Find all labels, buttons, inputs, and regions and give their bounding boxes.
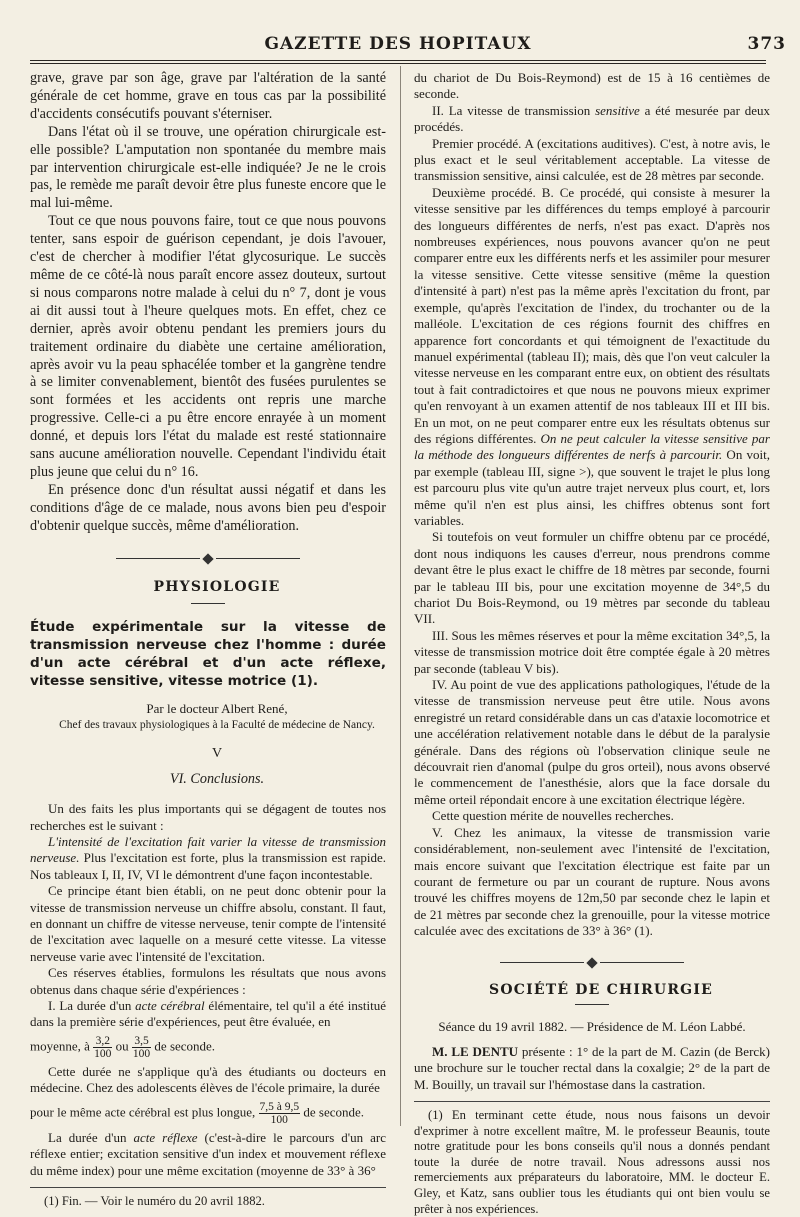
text: pour le même acte cérébral est plus longue, [30,1104,256,1120]
paragraph: du chariot de Du Bois-Reymond) est de 15 à 16 centièmes de seconde. [414,70,770,102]
text: de seconde. [154,1038,216,1054]
paragraph: III. Sous les mêmes réserves et pour la même excitation 34°,5, la vitesse de transmission motrice doit être comptée égale à 20 mètres par seconde (tableau V bis). [414,627,770,676]
divider [191,603,225,604]
numerator: 7,5 à 9,5 [259,1100,300,1113]
text: Deuxième procédé. B. Ce procédé, qui consiste à mesurer la vitesse sensitive par les différences du temps employé à parcourir des longueurs différentes de nerfs, n'est pas exact. D'après nos nombreuses expériences, nous pouvons avancer qu'on ne peut comparer entre eux les différents nerfs et les assimiler pour mesurer la vitesse sensitive. Cette vitesse sensitive (même la question d'intensité à part) n'est pas la même après l'excitation du front, par exemple, qu'après l'excitation de l'index, du trochanter ou de la malléole. L'excitation de ces régions fournit des chiffres en apparence fort concordants et qui témoignent de l'exactitude du manuel expérimental (tableau II); mais, dès que l'on veut calculer la vitesse nerveuse en les comparant entre eux, on obtient des résultats tout à fait contradictoires et que nous ne pouvons mieux exprimer qu'en renvoyant à un examen attentif de nos tableaux III et III bis. En un mot, on ne peut comparer entre eux les résultats obtenus sur des régions différentes. [414,184,770,446]
denominator: 100 [94,1047,112,1060]
fraction [132,1035,151,1060]
speaker-name: M. LE DENTU [432,1043,519,1059]
equation-line [30,1035,386,1060]
footnote-rule [30,1187,386,1188]
article-title: Étude expérimentale sur la vitesse de transmission nerveuse chez l'homme : durée d'un acte cérébral et d'un acte réflexe, vitesse sensitive, vitesse motrice (1). [30,619,386,690]
subsection-title: VI. Conclusions. [169,771,265,788]
text: moyenne, à [30,1038,90,1054]
paragraph: Cette question mérite de nouvelles recherches. [432,808,674,824]
emphasis: On ne peut calculer la vitesse sensitive par la méthode des longueurs différentes de nerfs à parcourir. [414,430,770,463]
header-rule-bottom [30,63,766,64]
denominator: 100 [270,1113,288,1126]
text: (c'est-à-dire le parcours d'un arc réflexe entier; excitation sensitive d'un index et mouvement réflexe du même index) pour une même excitation (moyenne de 33° à 36° [30,1129,386,1178]
text: présente : 1° de la part de M. Cazin (de Berck) une brochure sur le toucher rectal dans la coxalgie; 2° de la part de M. Bouilly, un travail sur l'hémostase dans la castration. [414,1043,770,1092]
paragraph: En présence donc d'un résultat aussi négatif et dans les conditions d'âge de ce malade, nous avons bien peu d'espoir d'obtenir quelque succès, même d'amélioration. [30,481,386,534]
footnote: (1) En terminant cette étude, nous nous faisons un devoir d'exprimer à notre excellent maître, M. le professeur Beaunis, toute notre gratitude pour les bons conseils qu'il nous a donnés pendant toute la durée de notre travail. Nous adressons aussi nos remerciements aux préparateurs du laboratoire, MM. le docteur E. Gley, et Katz, sans oublier tous les étudiants qui ont bien voulu se prêter à nos expériences. [414,1107,770,1216]
emphasis: acte réflexe [133,1129,198,1145]
text: II. La vitesse de transmission [432,102,596,118]
session-line: Séance du 19 avril 1882. — Présidence de M. Léon Labbé. [438,1019,746,1035]
journal-title: GAZETTE DES HOPITAUX [264,34,532,54]
paragraph: V. Chez les animaux, la vitesse de transmission varie considérablement, non-seulement avec l'intensité de l'excitation, mais encore suivant que l'excitation électrique est faite par un courant de fermeture ou par un courant de rupture. Nous avons trouvé les chiffres moyens de 12m,50 par seconde chez le lapin et de 21 mètres par seconde chez la grenouille, pour la vitesse motrice calculée avec des excitations de 33° à 36° (1). [414,824,770,939]
text: de seconde. [303,1104,364,1120]
left-column [30,70,386,1210]
denominator: 100 [132,1047,151,1060]
paragraph: Ce principe étant bien établi, on ne peut donc obtenir pour la vitesse de transmission nerveuse un chiffre absolu, constant. Il faut, en donnant un chiffre de vitesse nerveuse, tenir compte de l'intensité de l'excitation avec laquelle on a mesuré cette vitesse. La vitesse nerveuse varie avec l'intensité de l'excitation. [30,883,386,964]
paragraph: Ces réserves établies, formulons les résultats que nous avons obtenus dans chaque série d'expériences : [30,965,386,997]
paragraph: Premier procédé. A (excitations auditives). C'est, à notre avis, le plus exact et le seul véritablement acceptable. La vitesse de transmission sensitive, ainsi calculée, est de 28 mètres par seconde. [414,135,770,184]
paragraph: Dans l'état où il se trouve, une opération chirurgicale est-elle possible? L'amputation non spontanée du membre mais par intervention chirurgicale est-elle indiquée? Je ne le crois pas, le remède me paraît devoir être plus funeste encore que le mal lui-même. [30,123,386,212]
right-column [414,70,770,1217]
paragraph: Cette durée ne s'applique qu'à des étudiants ou docteurs en médecine. Chez des adolescents élèves de l'école primaire, la durée [30,1063,386,1096]
text: I. La durée d'un [48,998,136,1014]
page-header [10,34,786,56]
paragraph: grave, grave par son âge, grave par l'altération de la santé générale de cet homme, grave en tous cas par la possibilité d'accidents consécutifs pouvant s'éterniser. [30,70,386,122]
divider [575,1004,609,1005]
paragraph: Si toutefois on veut formuler un chiffre obtenu par ce procédé, dont nous indiquons les causes d'erreur, nous prendrons comme devant être le plus exact le chiffre de 18 mètres par seconde, fourni par le tableau III bis, pour une excitation moyenne de 34°,5 du chariot Du Bois-Reymond, ou 19 mètres par seconde du tableau VII. [414,529,770,627]
page-number: 373 [747,34,786,54]
footnote: (1) Fin. — Voir le numéro du 20 avril 1882. [44,1193,265,1208]
author-affiliation: Chef des travaux physiologiques à la Faculté de médecine de Nancy. [59,719,375,732]
text: On voit, par exemple (tableau III, signe >), que souvent le trajet le plus long est parcouru plus vite qu'un autre trajet nerveux plus court, et, lors même qu'il n'en est plus ainsi, les chiffres obtenus sont fort variables. [414,447,770,528]
text: a été mesurée par deux procédés. [414,102,770,135]
numerator: 3,2 [93,1035,112,1048]
text: Plus l'excitation est forte, plus la transmission est rapide. Nos tableaux I, II, IV, VI le démontrent d'une façon incontestable. [30,850,386,882]
paragraph: Un des faits les plus importants qui se dégagent de toutes nos recherches est le suivant : [30,801,386,833]
paragraph [414,103,770,136]
section-ornament [30,550,386,568]
fraction [93,1035,112,1060]
footnote-rule [414,1101,770,1102]
text: La durée d'un [48,1129,134,1145]
section-ornament [414,954,770,970]
part-number: V [211,746,223,762]
equation-line [30,1101,386,1126]
numerator: 3,5 [132,1035,151,1048]
emphasis: L'intensité de l'excitation fait varier la vitesse de transmission nerveuse. [30,834,386,866]
text: élémentaire, tel qu'il a été institué dans la première série d'expériences, peut être évaluée, en [30,998,386,1030]
paragraph [414,1044,770,1093]
paragraph: IV. Au point de vue des applications pathologiques, l'étude de la vitesse de transmission nerveuse peut être utile. Nous avons enregistré un retard considérable dans un cas d'ataxie locomotrice et une accélération relativement notable dans le début de la paralysie générale. Dans des régions où l'observation clinique seule ne découvrait rien d'anomal (pulpe du gros orteil), nous avons observé le commencement de l'anesthésie, alors que la face dorsale du même orteil répondait encore à une excitation électrique légère. [414,677,770,807]
header-rule-top [30,60,766,61]
article-author: Par le docteur Albert René, [146,701,288,717]
paragraph [30,834,386,883]
column-separator [400,66,401,1126]
emphasis: sensitive [595,102,640,118]
paragraph [414,185,770,530]
paragraph: Tout ce que nous pouvons faire, tout ce que nous pouvons tenter, sans espoir de guérison cependant, je dois l'avouer, c'est de chercher à modifier l'état glycosurique. Le succès même de ce côté-là nous paraît encore assez douteux, surtout si nous comparons notre malade à celui du n° 7, dont je vous ai dit aussi tout à l'heure quelques mots. En effet, chez ce dernier, après avoir obtenu pendant les premiers jours du traitement ordinaire du diabète une certaine amélioration, après avoir vu la peau sphacélée tomber et la gangrène tendre à se limiter convenablement, bientôt des fusées purulentes se sont formées et les accidents ont repris une marche progressive. Celle-ci a pu être encore enrayée à un moment donné, et depuis lors l'état du malade est resté stationnaire sans aucune amélioration nouvelle. Cependant l'individu était plus jeune que celui du n° 16. [30,213,386,480]
fraction [259,1101,301,1126]
paragraph [30,1130,386,1179]
section-title-societe-chirurgie: SOCIÉTÉ DE CHIRURGIE [489,981,713,998]
text: ou [115,1038,129,1054]
emphasis: acte cérébral [135,998,205,1014]
section-title-physiologie: PHYSIOLOGIE [153,579,281,596]
paragraph [30,998,386,1031]
